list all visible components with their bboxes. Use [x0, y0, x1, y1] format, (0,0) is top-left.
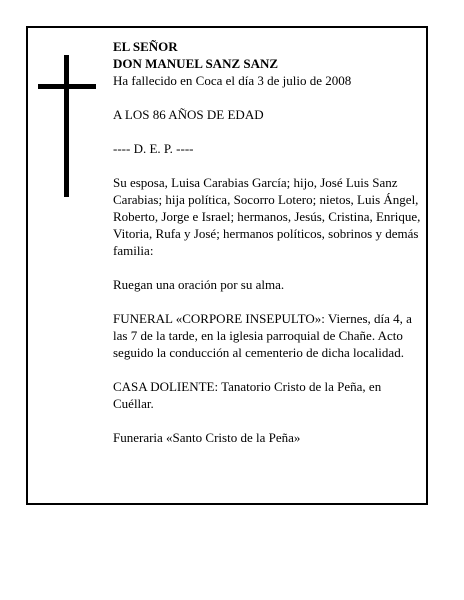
- funeral-home-line: Funeraria «Santo Cristo de la Peña»: [113, 430, 301, 445]
- cross-vertical-bar: [64, 55, 69, 197]
- prayer-line: Ruegan una oración por su alma.: [113, 277, 285, 292]
- title-line: EL SEÑOR: [113, 39, 178, 54]
- mourning-house-paragraph: CASA DOLIENTE: Tanatorio Cristo de la Peña, en Cuéllar.: [113, 379, 382, 411]
- rip-line: ---- D. E. P. ----: [113, 141, 194, 156]
- death-notice: Ha fallecido en Coca el día 3 de julio de 2008: [113, 73, 352, 88]
- deceased-name: DON MANUEL SANZ SANZ: [113, 56, 279, 71]
- family-paragraph: Su esposa, Luisa Carabias García; hijo, José Luis Sanz Carabias; hija política, Socorro Lotero; nietos, Luis Ángel, Roberto, Jorge e Israel; hermanos, Jesús, Cristina, Enrique, Vitoria, Rufa y José; hermanos políticos, sobrinos y demás familia:: [113, 175, 421, 258]
- age-line: A LOS 86 AÑOS DE EDAD: [113, 107, 264, 122]
- funeral-paragraph: FUNERAL «CORPORE INSEPULTO»: Viernes, día 4, a las 7 de la tarde, en la iglesia parroquial de Chañe. Acto seguido la conducción al cementerio de dicha localidad.: [113, 311, 412, 360]
- cross-horizontal-bar: [38, 84, 96, 89]
- obituary-text: [113, 38, 425, 446]
